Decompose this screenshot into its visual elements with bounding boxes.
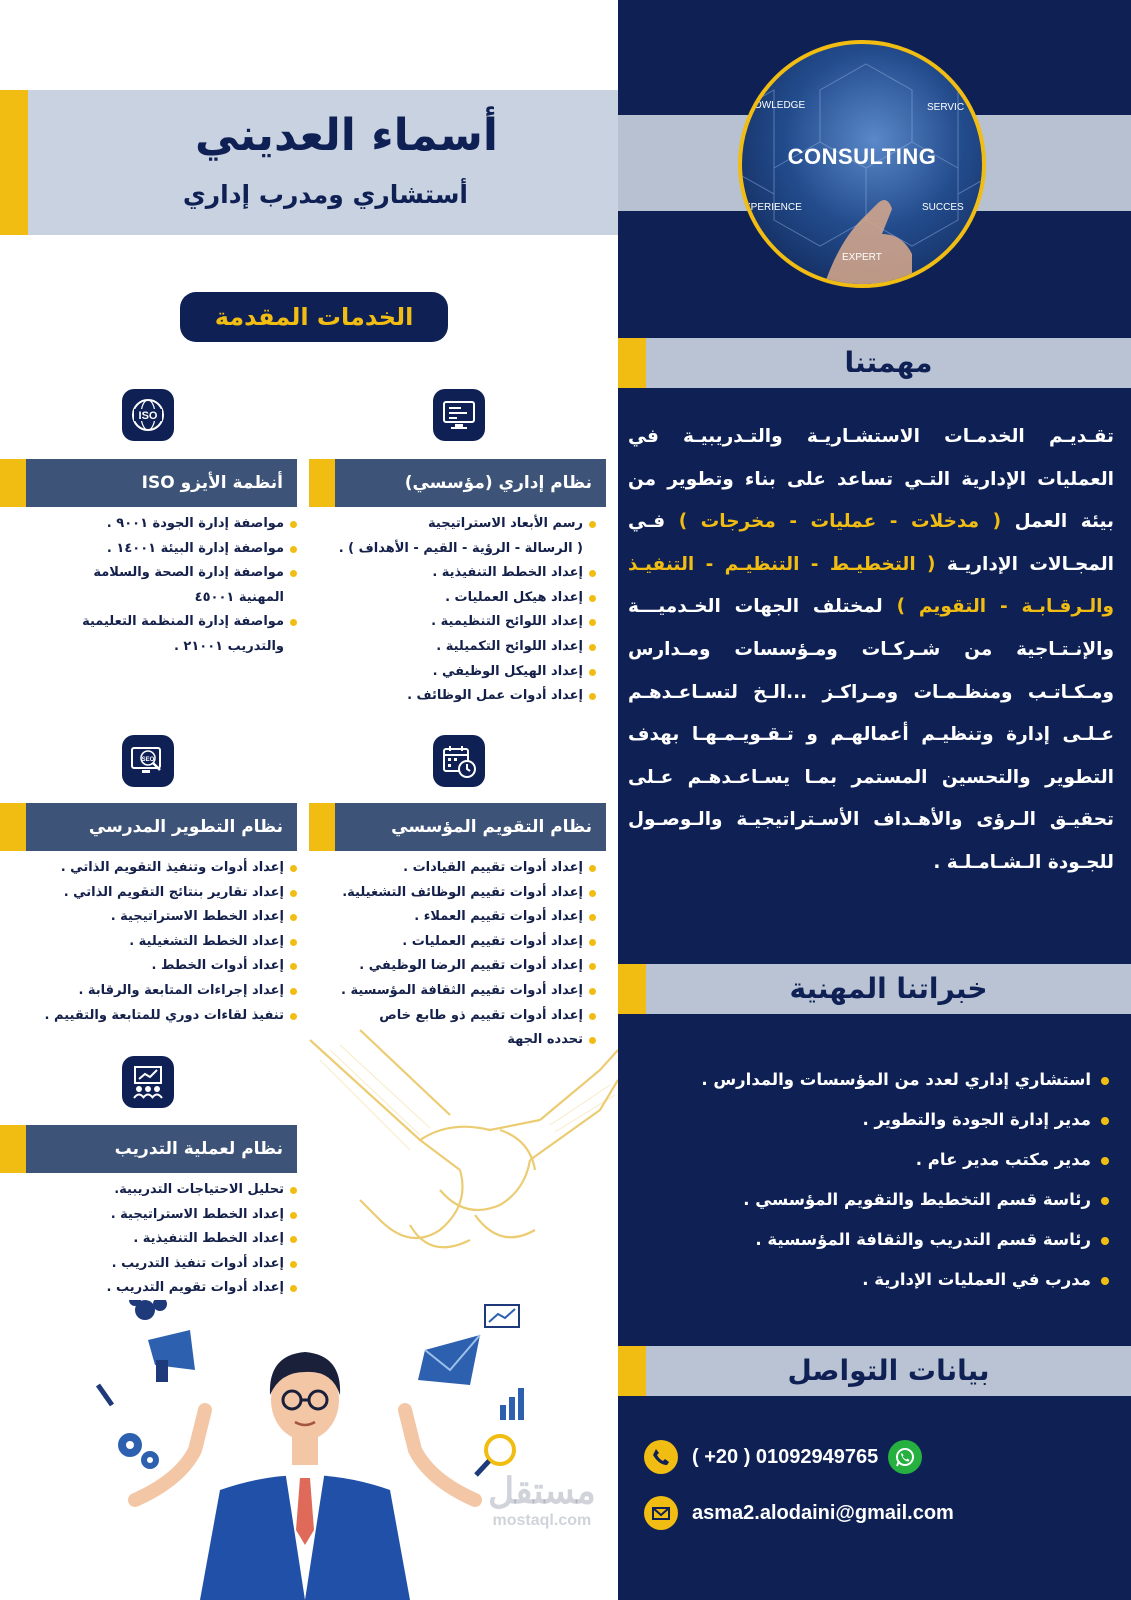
list-item: إعداد الخطط التشغيلية .: [27, 930, 297, 955]
service-header-iso: [0, 459, 297, 507]
section-title: خبراتنا المهنية: [789, 972, 988, 1005]
email-row: [644, 1496, 954, 1530]
list-item: إعداد اللوائح التكميلية .: [306, 635, 596, 660]
service-header-administrative: [309, 459, 606, 507]
service-title: نظام التقويم المؤسسي: [391, 817, 592, 837]
section-title: بيانات التواصل: [787, 1354, 990, 1387]
service-header-training: [0, 1125, 297, 1173]
list-item: مدرب في العمليات الإدارية .: [641, 1260, 1111, 1300]
consulting-word: SUCCES: [922, 202, 964, 213]
list-item: مواصفة إدارة الصحة والسلامة: [37, 561, 297, 586]
consulting-word: OWLEDGE: [754, 100, 806, 111]
header-accent-stripe: [618, 964, 646, 1014]
service-list-administrative: [306, 512, 596, 709]
svg-text:SEO: SEO: [141, 757, 155, 763]
mission-highlight: ( مدخلات - عمليات - مخرجات ): [678, 511, 1002, 533]
list-item: رئاسة قسم التدريب والثقافة المؤسسية .: [641, 1220, 1111, 1260]
list-item: إعداد أدوات تقييم العملاء .: [306, 905, 596, 930]
mission-text: لمختلف الجهات الخـدميـــة والإنـتـاجية من شـركـات ومـؤسسات ومـدارس ومـكـاتـب ومنظـمـات ومـراكـز ...الـخ لتسـاعـدهـم عـلـى إدارة وتنظيـم أعمالهـم و تـقـويـمـهـا بهدف التطوير والتحسين المستمر بمـا يسـاعـدهـم عـلى تحقيـق الـرؤى والأهـداف الأسـتراتيجيـة والـوصـول للجـودة الـشـامـلـة .: [628, 596, 1114, 873]
header-accent-stripe: [0, 90, 28, 235]
phone-number[interactable]: ( +20 ) 01092949765: [692, 1445, 879, 1468]
list-item: مدير إدارة الجودة والتطوير .: [641, 1100, 1111, 1140]
watermark-latin: mostaql.com: [492, 1512, 592, 1529]
mission-highlight: ( التخطيـط - التنظيـم - التنفيـذ والـرقـابـة - التقويم ): [628, 553, 1114, 618]
list-item: مواصفة إدارة الجودة ٩٠٠١ .: [37, 512, 297, 537]
businessman-illustration: [80, 1300, 550, 1600]
calendar-clock-icon: [433, 735, 485, 787]
header-accent-stripe: [0, 459, 26, 507]
list-item: ( الرسالة - الرؤية - القيم - الأهداف ) .: [338, 540, 583, 556]
service-list-training: [37, 1178, 297, 1301]
list-item: إعداد أدوات عمل الوظائف .: [306, 684, 596, 709]
header-accent-stripe: [618, 1346, 646, 1396]
list-item: إعداد الخطط الاستراتيجية .: [37, 1203, 297, 1228]
list-item: إعداد اللوائح التنظيمية .: [306, 610, 596, 635]
list-item: إعداد الخطط التنفيذية .: [306, 561, 596, 586]
list-item: إعداد أدوات تنفيذ التدريب .: [37, 1252, 297, 1277]
list-item: مواصفة إدارة المنظمة التعليمية: [37, 610, 297, 635]
list-item: إعداد أدوات تقييم الثقافة المؤسسية .: [306, 979, 596, 1004]
person-job-title: أستشاري ومدرب إداري: [182, 180, 468, 209]
whatsapp-icon: [888, 1440, 922, 1474]
experience-list: [641, 1060, 1111, 1300]
list-item: إعداد أدوات تقويم التدريب .: [37, 1276, 297, 1301]
list-item: استشاري إداري لعدد من المؤسسات والمدارس .: [641, 1060, 1111, 1100]
list-item: إعداد أدوات تقييم ذو طابع خاص: [306, 1004, 596, 1029]
list-item: إعداد تقارير بنتائج التقويم الذاتي .: [27, 881, 297, 906]
list-item: والتدريب ٢١٠٠١ .: [173, 638, 284, 654]
service-title: نظام إداري (مؤسسي): [404, 473, 592, 493]
list-item: إعداد أدوات تقييم القيادات .: [306, 856, 596, 881]
consulting-word: EXPERT: [842, 252, 882, 263]
list-item: رئاسة قسم التخطيط والتقويم المؤسسي .: [641, 1180, 1111, 1220]
list-item: إعداد الخطط الاستراتيجية .: [27, 905, 297, 930]
service-title: نظام لعملية التدريب: [114, 1139, 283, 1159]
list-item: مدير مكتب مدير عام .: [641, 1140, 1111, 1180]
mission-text: فـي المجـالات الإداريـة: [628, 511, 1114, 575]
iso-globe-icon: [122, 389, 174, 441]
consulting-word: XPERIENCE: [744, 202, 802, 213]
service-title: أنظمة الأيزو ISO: [141, 473, 283, 493]
list-item: إعداد أدوات تقييم الوظائف التشغيلية.: [306, 881, 596, 906]
list-item: إعداد إجراءات المتابعة والرقابة .: [27, 979, 297, 1004]
header-accent-stripe: [309, 459, 335, 507]
list-item: المهنية ٤٥٠٠١: [194, 589, 284, 605]
svg-text:ISO: ISO: [138, 410, 158, 422]
list-item: تنفيذ لقاءات دوري للمتابعة والتقييم .: [27, 1004, 297, 1029]
phone-icon: [644, 1440, 678, 1474]
list-item: مواصفة إدارة البيئة ١٤٠٠١ .: [37, 537, 297, 562]
phone-row: [644, 1440, 922, 1474]
service-list-school: [27, 856, 297, 1028]
list-item: إعداد هيكل العمليات .: [306, 586, 596, 611]
services-title-pill: الخدمات المقدمة: [180, 292, 448, 342]
handshake-illustration: [300, 1020, 618, 1300]
seo-monitor-icon: [122, 735, 174, 787]
header-accent-stripe: [618, 338, 646, 388]
service-header-school: [0, 803, 297, 851]
training-presentation-icon: [122, 1056, 174, 1108]
consulting-text: CONSULTING: [787, 144, 937, 169]
email-icon: [644, 1496, 678, 1530]
list-item: إعداد الخطط التنفيذية .: [37, 1227, 297, 1252]
header-accent-stripe: [0, 803, 26, 851]
person-name: أسماء العديني: [194, 110, 498, 161]
list-item: رسم الأبعاد الاستراتيجية: [306, 512, 596, 537]
list-item: إعداد أدوات وتنفيذ التقويم الذاتي .: [27, 856, 297, 881]
strategy-screen-icon: [433, 389, 485, 441]
mostaql-watermark: [488, 1470, 596, 1530]
list-item: إعداد أدوات تقييم العمليات .: [306, 930, 596, 955]
list-item: تحدده الجهة: [306, 1028, 596, 1053]
service-list-iso: [37, 512, 297, 660]
service-header-evaluation: [309, 803, 606, 851]
experience-header: [618, 964, 1131, 1014]
section-title: مهمتنا: [844, 346, 933, 379]
list-item: تحليل الاحتياجات التدريبية.: [37, 1178, 297, 1203]
list-item: إعداد أدوات الخطط .: [27, 954, 297, 979]
service-title: نظام التطوير المدرسي: [88, 817, 283, 837]
consulting-word: SERVIC: [927, 102, 965, 113]
watermark-arabic: مستقل: [488, 1470, 596, 1511]
list-item: إعداد الهيكل الوظيفي .: [306, 660, 596, 685]
contact-header: [618, 1346, 1131, 1396]
mission-text: تقـديـم الخدمـات الاستشـاريـة والتـدريبيـة في العمليات الإدارية التـي تساعد على بناء وتطوير من بيئة العمل: [628, 426, 1114, 533]
email-address[interactable]: asma2.alodaini@gmail.com: [692, 1501, 954, 1524]
mission-header: [618, 338, 1131, 388]
mission-paragraph: [628, 416, 1114, 885]
list-item: إعداد أدوات تقييم الرضا الوظيفي .: [306, 954, 596, 979]
header-accent-stripe: [309, 803, 335, 851]
consulting-badge-image: [738, 40, 986, 288]
header-accent-stripe: [0, 1125, 26, 1173]
